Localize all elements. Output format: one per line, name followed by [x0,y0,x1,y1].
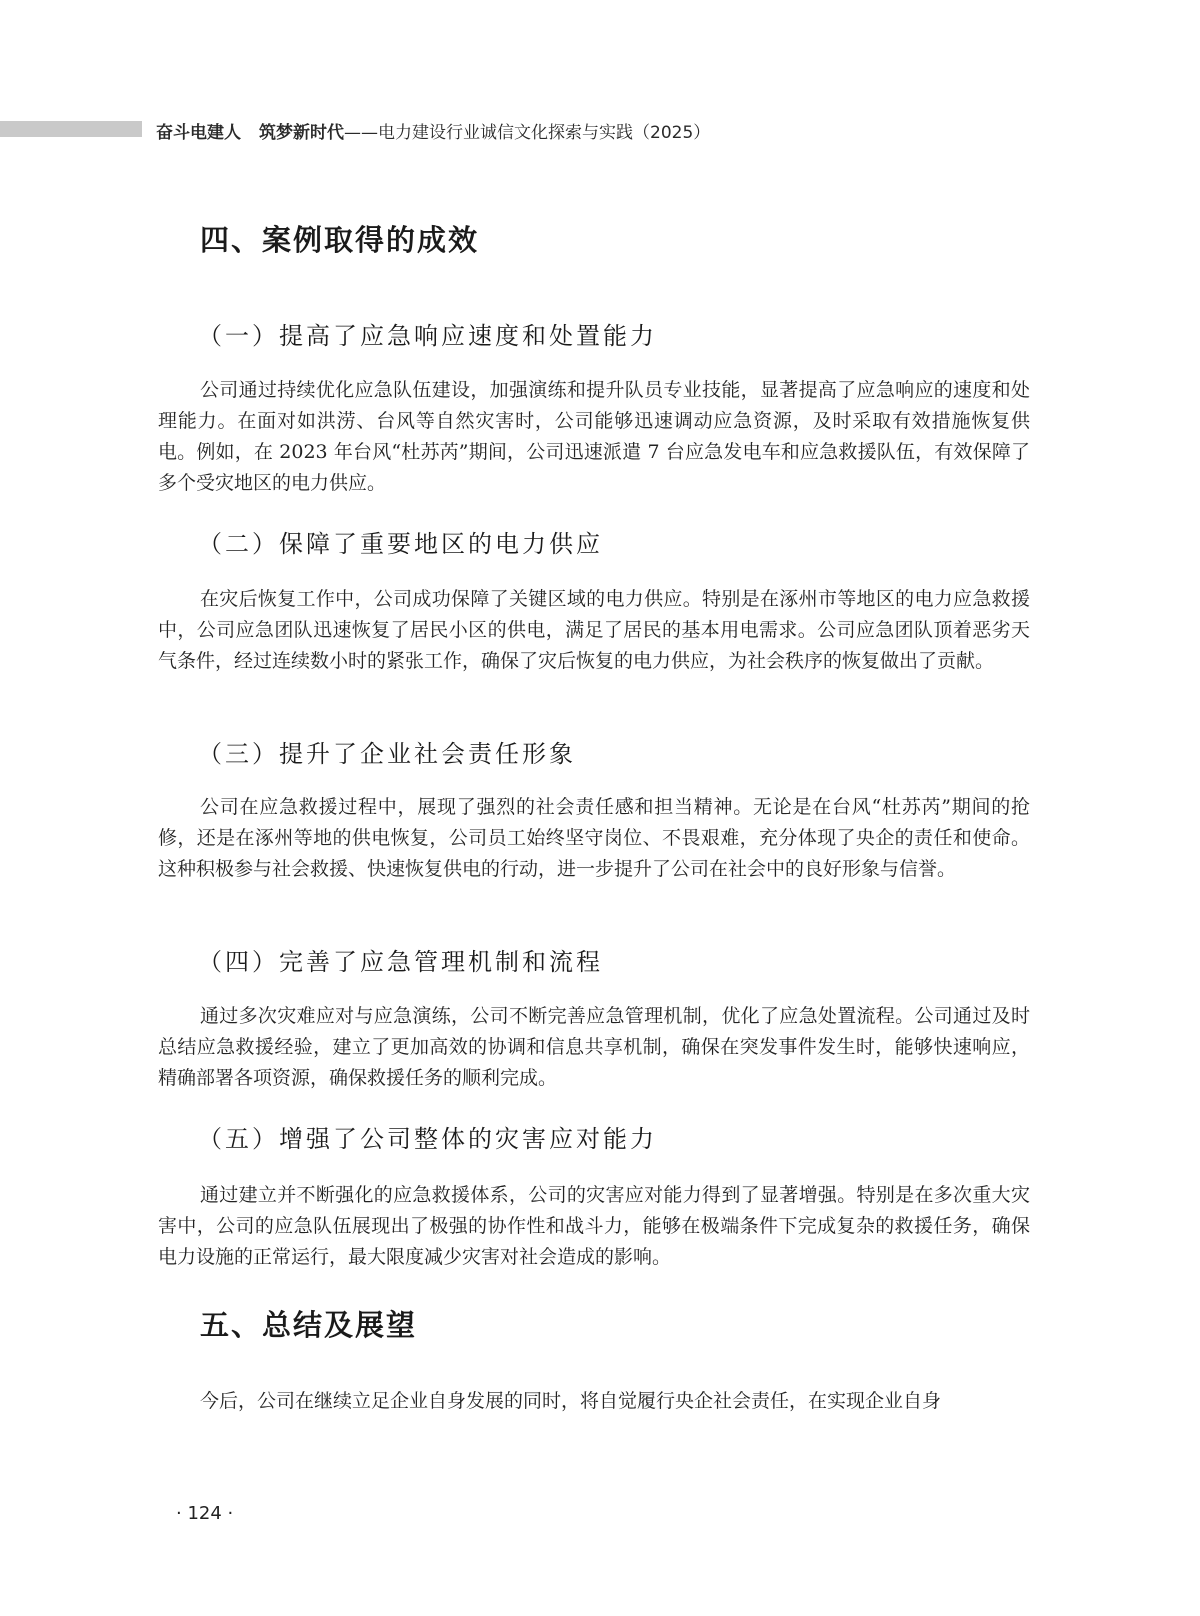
subsection-4-body: 通过多次灾难应对与应急演练，公司不断完善应急管理机制，优化了应急处置流程。公司通过及时总结应急救援经验，建立了更加高效的协调和信息共享机制，确保在突发事件发生时，能够快速响应，精确部署各项资源，确保救援任务的顺利完成。 [158,1005,1030,1089]
subsection-3-title: （三）提升了企业社会责任形象 [198,740,576,768]
subsection-5-body: 通过建立并不断强化的应急救援体系，公司的灾害应对能力得到了显著增强。特别是在多次重大灾害中，公司的应急队伍展现出了极强的协作性和战斗力，能够在极端条件下完成复杂的救援任务，确保电力设施的正常运行，最大限度减少灾害对社会造成的影响。 [158,1184,1030,1268]
subsection-4-title: （四）完善了应急管理机制和流程 [198,948,603,976]
subsection-1-body: 公司通过持续优化应急队伍建设，加强演练和提升队员专业技能，显著提高了应急响应的速度和处理能力。在面对如洪涝、台风等自然灾害时，公司能够迅速调动应急资源，及时采取有效措施恢复供电。例如，在 2023 年台风“杜苏芮”期间，公司迅速派遣 7 台应急发电车和应急救援队伍，有效保障了多个受灾地区的电力供应。 [158,379,1030,494]
subsection-1-title: （一）提高了应急响应速度和处置能力 [198,322,657,350]
subsection-2-title: （二）保障了重要地区的电力供应 [198,530,603,558]
page-number: · 124 · [176,1503,234,1524]
header-title-part-2: 筑梦新时代 [259,123,344,143]
header-decor-bar [0,121,142,137]
section-5-body: 今后，公司在继续立足企业自身发展的同时，将自觉履行央企社会责任，在实现企业自身 [200,1390,942,1412]
running-header [156,118,710,143]
section-5-title: 五、总结及展望 [200,1308,418,1342]
section-4-title: 四、案例取得的成效 [200,223,480,257]
header-subtitle: ——电力建设行业诚信文化探索与实践（2025） [344,123,711,143]
subsection-3-body: 公司在应急救援过程中，展现了强烈的社会责任感和担当精神。无论是在台风“杜苏芮”期间的抢修，还是在涿州等地的供电恢复，公司员工始终坚守岗位、不畏艰难，充分体现了央企的责任和使命。这种积极参与社会救援、快速恢复供电的行动，进一步提升了公司在社会中的良好形象与信誉。 [158,796,1030,880]
subsection-2-body: 在灾后恢复工作中，公司成功保障了关键区域的电力供应。特别是在涿州市等地区的电力应急救援中，公司应急团队迅速恢复了居民小区的供电，满足了居民的基本用电需求。公司应急团队顶着恶劣天气条件，经过连续数小时的紧张工作，确保了灾后恢复的电力供应，为社会秩序的恢复做出了贡献。 [158,588,1030,672]
subsection-5-title: （五）增强了公司整体的灾害应对能力 [198,1125,657,1153]
header-title-part-1: 奋斗电建人 [156,123,241,143]
